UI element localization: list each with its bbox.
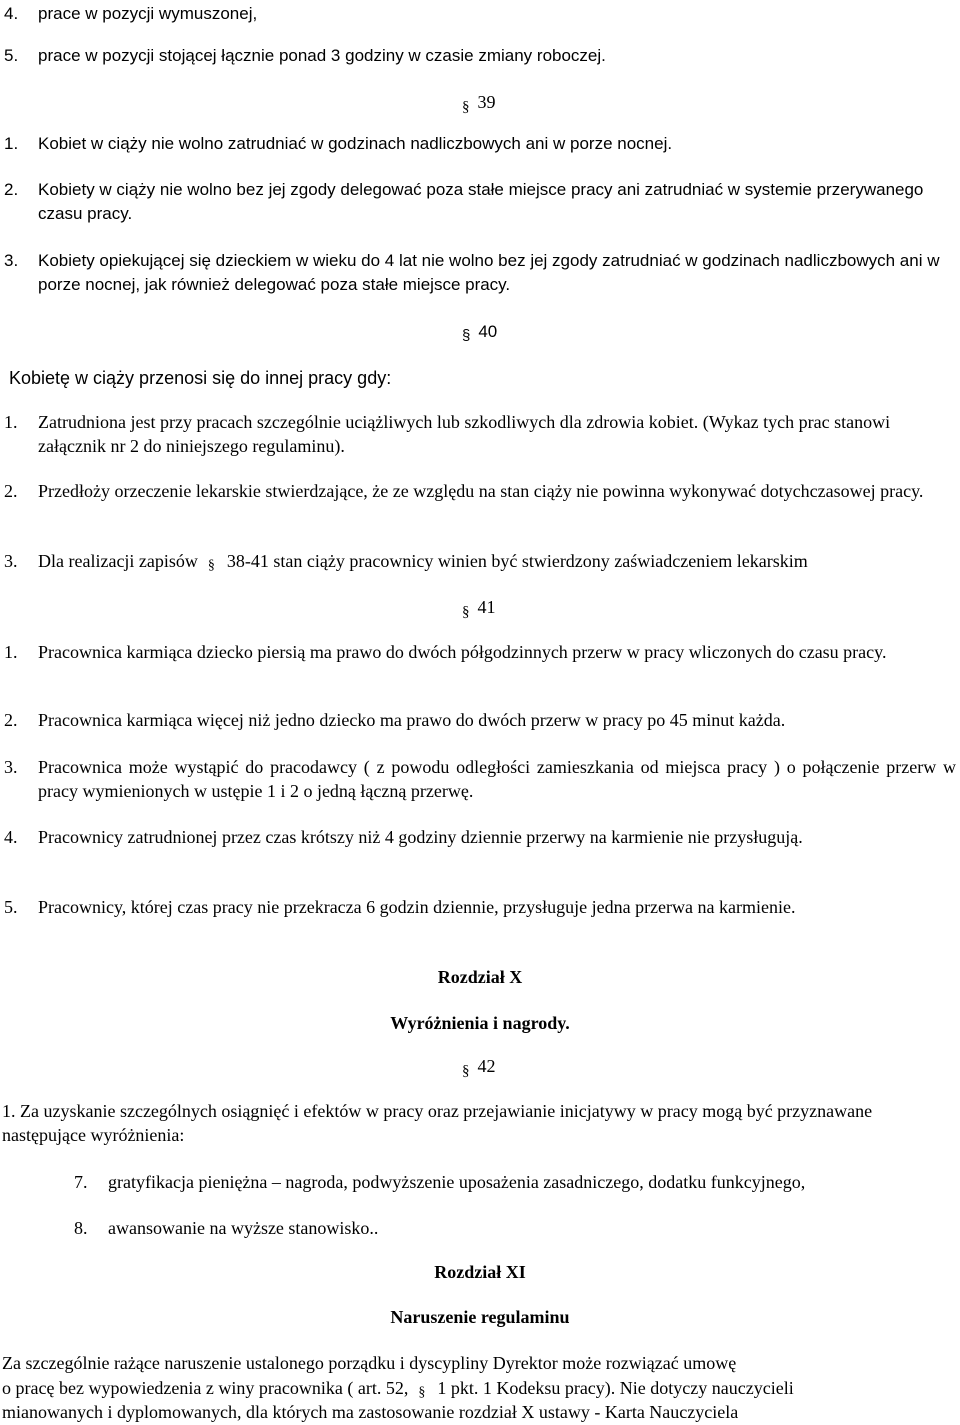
list-item [74,1170,960,1194]
item-number: 4. [4,4,19,23]
section-number: 39 [477,92,496,112]
list-item [74,1216,960,1240]
chapter-subtitle: Wyróżnienia i nagrody. [390,1013,570,1033]
section-heading-42 [462,1054,496,1083]
list-item [4,479,960,503]
section-heading-40 [462,320,497,348]
paragraph-line: Za szczególnie rażące naruszenie ustalonego porządku i dyscypliny Dyrektor może rozwiązać umowę [2,1353,737,1373]
paragraph-text-part: o pracę bez wypowiedzenia z winy pracownika ( art. 52, [2,1378,409,1398]
section-symbol: § [462,1063,470,1079]
item-number: 5. [4,897,18,917]
paragraph-text-part: 1 pkt. 1 Kodeksu pracy). Nie dotyczy nauczycieli [437,1378,794,1398]
section-symbol: § [462,604,470,620]
list-item [4,44,960,68]
paragraph-line: mianowanych i dyplomowanych, dla których ma zastosowanie rozdział X ustawy - Karta Nauczyciela [2,1402,739,1422]
item-text-part: Dla realizacji zapisów [38,551,198,571]
chapter-title: Rozdział X [437,967,523,987]
item-number: 3. [4,551,18,571]
item-text: Pracownica karmiąca więcej niż jedno dziecko ma prawo do dwóch przerw w pracy po 45 minut każda. [38,710,786,730]
list-item [4,132,960,156]
item-text: prace w pozycji wymuszonej, [38,4,258,23]
section-symbol: § [418,1385,426,1400]
item-text: Pracownicy, której czas pracy nie przekracza 6 godzin dziennie, przysługuje jedna przerwa na karmienie. [38,897,796,917]
item-number: 4. [4,827,18,847]
item-text: Kobiet w ciąży nie wolno zatrudniać w godzinach nadliczbowych ani w porze nocnej. [38,134,673,153]
list-item [4,825,960,849]
list-item [4,249,960,297]
section-number: 40 [478,322,498,341]
item-number: 2. [4,180,19,199]
section-symbol: § [462,327,471,344]
section-intro: Kobietę w ciąży przenosi się do innej pracy gdy: [9,368,392,388]
list-item [4,895,960,919]
list-item [4,640,960,664]
section-heading-41 [462,595,496,624]
list-item [4,549,960,578]
chapter-title: Rozdział XI [434,1262,526,1282]
item-number: 1. [4,642,18,662]
item-number: 2. [4,710,18,730]
section-symbol: § [207,558,215,573]
item-text: prace w pozycji stojącej łącznie ponad 3 godziny w czasie zmiany roboczej. [38,46,606,65]
item-text: Pracownicy zatrudnionej przez czas krótszy niż 4 godziny dziennie przerwy na karmienie nie przysługują. [38,827,803,847]
item-text: Kobiety w ciąży nie wolno bez jej zgody delegować poza stałe miejsce pracy ani zatrudniać w systemie przerywanego czasu pracy. [38,180,924,223]
list-item [4,755,960,803]
list-item [4,708,960,732]
item-number: 8. [74,1218,88,1238]
item-number: 5. [4,46,19,65]
section-symbol: § [462,99,470,115]
item-text-part: 38-41 stan ciąży pracownicy winien być stwierdzony zaświadczeniem lekarskim [226,551,808,571]
item-text: Pracownica może wystąpić do pracodawcy ( z powodu odległości zamieszkania od miejsca pracy ) o połączenie przerw w pracy wymienionych w ustępie 1 i 2 o jedną łączną przerwę. [38,757,956,801]
chapter-subtitle: Naruszenie regulaminu [390,1307,570,1327]
item-text: gratyfikacja pieniężna – nagroda, podwyższenie uposażenia zasadniczego, dodatku funkcyjnego, [108,1172,806,1192]
item-text: Pracownica karmiąca dziecko piersią ma prawo do dwóch półgodzinnych przerw w pracy wliczonych do czasu pracy. [38,642,887,662]
section-heading-39 [462,90,496,119]
item-text: Kobiety opiekującej się dzieckiem w wieku do 4 lat nie wolno bez jej zgody zatrudniać w godzinach nadliczbowych ani w porze nocnej, jak również delegować poza stałe miejsce pracy. [38,251,940,294]
section-number: 41 [477,597,496,617]
item-text [38,549,960,578]
section-number: 42 [477,1056,496,1076]
item-number: 7. [74,1172,88,1192]
item-number: 3. [4,251,19,270]
item-number: 1. [4,412,18,432]
item-text: awansowanie na wyższe stanowisko.. [108,1218,379,1238]
item-number: 2. [4,481,18,501]
item-number: 3. [4,757,18,777]
item-number: 1. [4,134,19,153]
list-item [4,178,960,226]
list-item [4,2,960,26]
item-text: Przedłoży orzeczenie lekarskie stwierdzające, że ze względu na stan ciąży nie powinna wykonywać dotychczasowej pracy. [38,481,924,501]
list-item [4,410,960,458]
section-intro: 1. Za uzyskanie szczególnych osiągnięć i efektów w pracy oraz przejawianie inicjatywy w pracy mogą być przyznawane następujące wyróżnienia: [2,1101,873,1145]
item-text: Zatrudniona jest przy pracach szczególnie uciążliwych lub szkodliwych dla zdrowia kobiet. (Wykaz tych prac stanowi załącznik nr 2 do niniejszego regulaminu). [38,412,891,456]
